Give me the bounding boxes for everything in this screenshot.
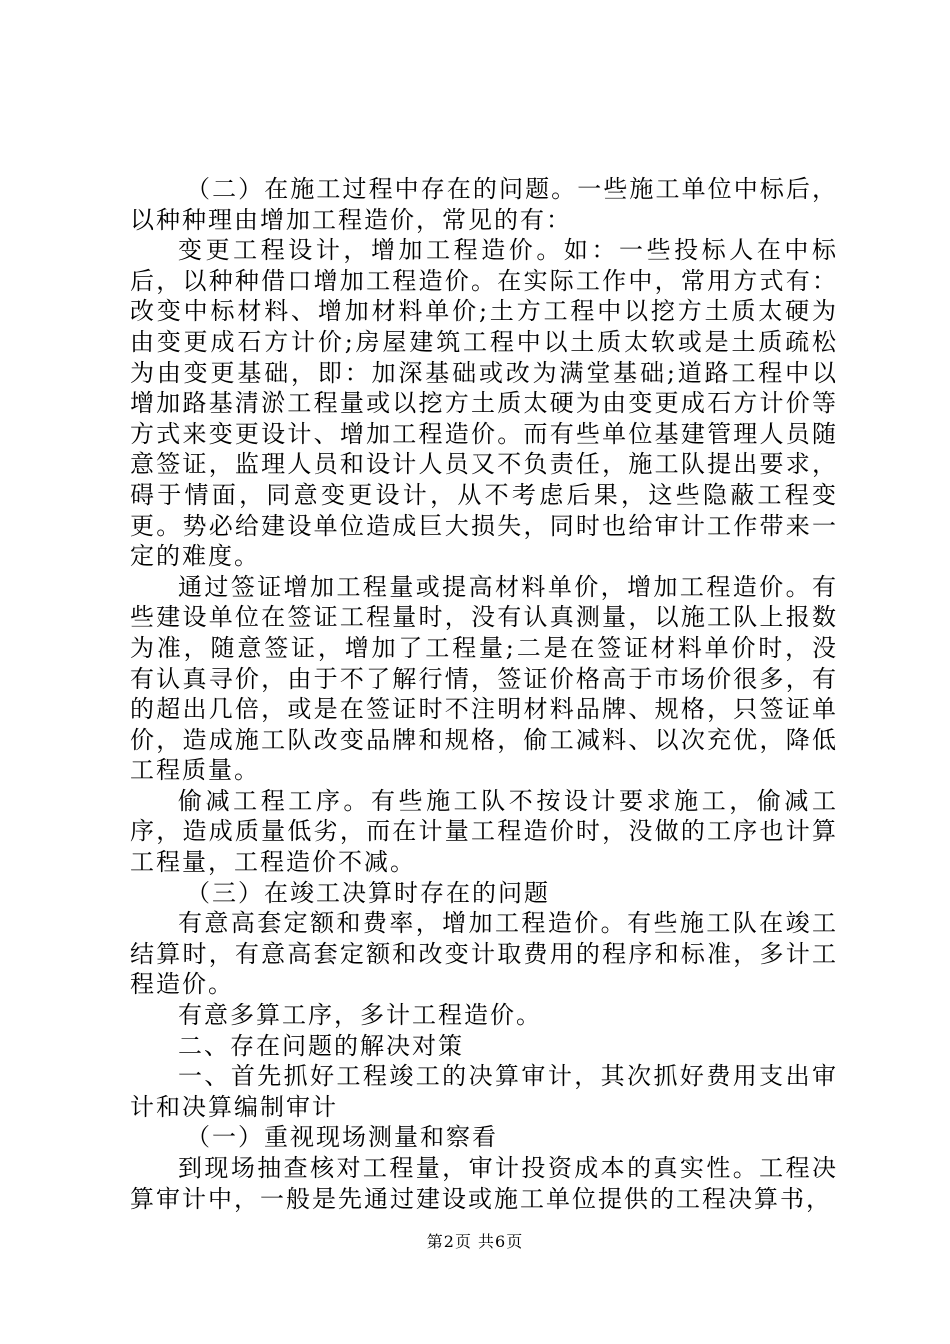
paragraph-audit-first: 一、首先抓好工程竣工的决算审计，其次抓好费用支出审计和决算编制审计 <box>130 1062 838 1121</box>
section-heading-site-survey: （一）重视现场测量和察看 <box>186 1123 498 1152</box>
paragraph-skip-process: 偷减工程工序。有些施工队不按设计要求施工，偷减工序，造成质量低劣，而在计量工程造价时，没做的工序也计算工程量，工程造价不减。 <box>130 786 838 877</box>
section-heading-construction-issues: （二）在施工过程中存在的问题。一些施工单位中标后，以种种理由增加工程造价，常见的有： <box>130 175 838 234</box>
paragraph-visa-increase: 通过签证增加工程量或提高材料单价，增加工程造价。有些建设单位在签证工程量时，没有认真测量，以施工队上报数为准，随意签证，增加了工程量;二是在签证材料单价时，没有认真寻价，由于不了解行情，签证价格高于市场价很多，有的超出几倍，或是在签证时不注明材料品牌、规格，只签证单价，造成施工队改变品牌和规格，偷工减料、以次充优，降低工程质量。 <box>130 572 838 785</box>
section-heading-solutions: 二、存在问题的解决对策 <box>178 1031 464 1060</box>
paragraph-extra-process: 有意多算工序，多计工程造价。 <box>178 1001 542 1030</box>
section-heading-final-accounts: （三）在竣工决算时存在的问题 <box>186 878 550 907</box>
paragraph-site-check: 到现场抽查核对工程量，审计投资成本的真实性。工程决算审计中，一般是先通过建设或施工单位提供的工程决算书， <box>130 1154 838 1213</box>
paragraph-high-quota: 有意高套定额和费率，增加工程造价。有些施工队在竣工结算时，有意高套定额和改变计取费用的程序和标准，多计工程造价。 <box>130 909 838 999</box>
page-indicator: 第2页 共6页 <box>426 1232 524 1251</box>
paragraph-design-change: 变更工程设计，增加工程造价。如：一些投标人在中标后，以种种借口增加工程造价。在实际工作中，常用方式有：改变中标材料、增加材料单价;土方工程中以挖方土质太硬为由变更成石方计价;房屋建筑工程中以土质太软或是土质疏松为由变更基础，即：加深基础或改为满堂基础;道路工程中以增加路基清淤工程量或以挖方土质太硬为由变更成石方计价等方式来变更设计、增加工程造价。而有些单位基建管理人员随意签证，监理人员和设计人员又不负责任，施工队提出要求，碍于情面，同意变更设计，从不考虑后果，这些隐蔽工程变更。势必给建设单位造成巨大损失，同时也给审计工作带来一定的难度。 <box>130 236 838 571</box>
document-body <box>130 174 838 1214</box>
